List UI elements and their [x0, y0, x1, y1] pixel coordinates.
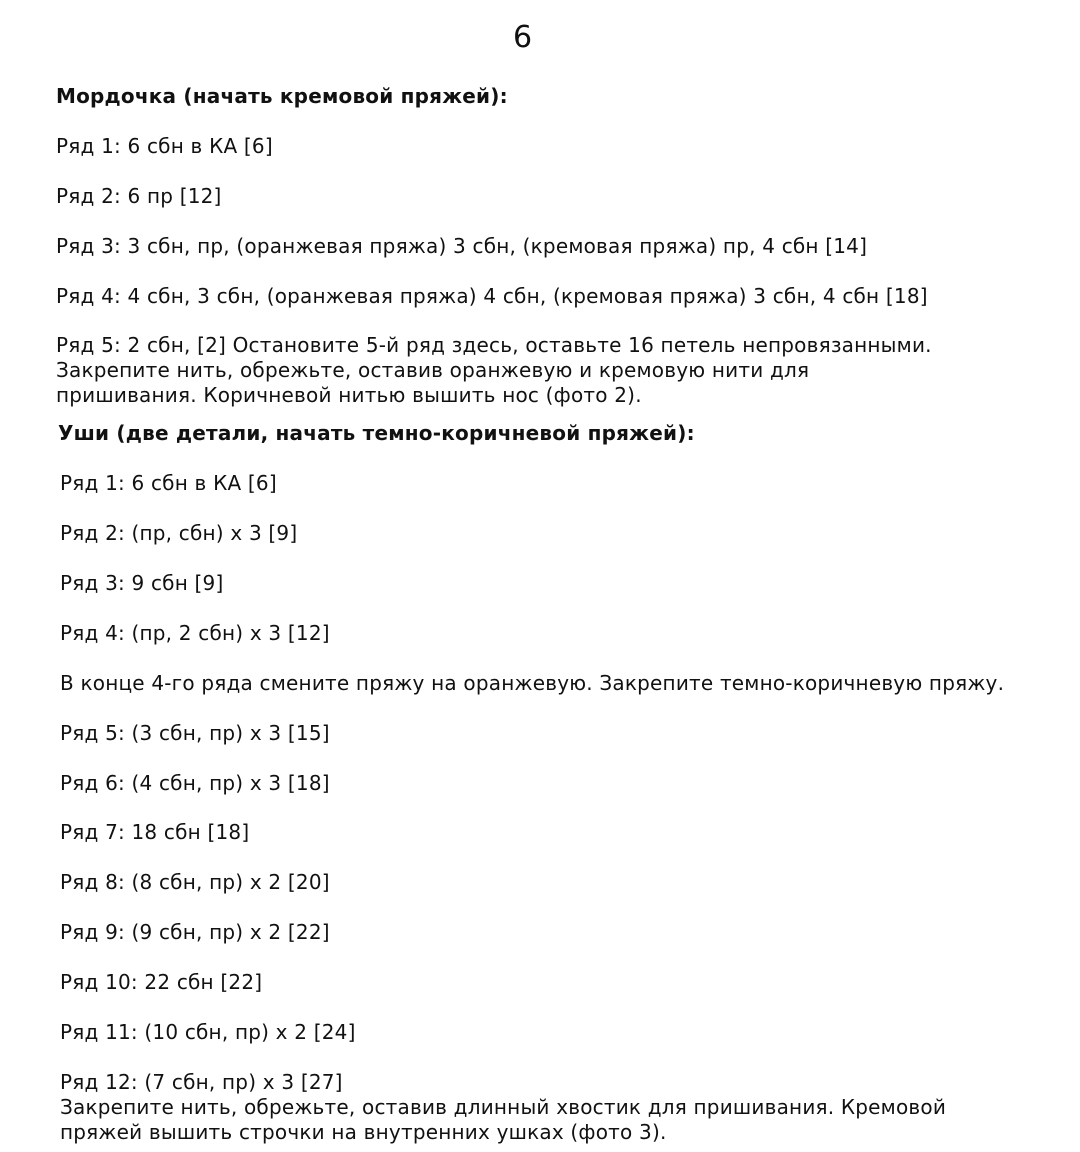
ears-row: Ряд 7: 18 сбн [18]: [60, 820, 250, 844]
ears-row: Ряд 10: 22 сбн [22]: [60, 970, 263, 994]
muzzle-heading: Мордочка (начать кремовой пряжей):: [56, 84, 508, 108]
ears-row: Ряд 5: (3 сбн, пр) х 3 [15]: [60, 721, 330, 745]
ears-row12-line: Ряд 12: (7 сбн, пр) х 3 [27]: [60, 1070, 343, 1094]
ears-row: Ряд 6: (4 сбн, пр) х 3 [18]: [60, 771, 330, 795]
ears-row: Ряд 4: (пр, 2 сбн) х 3 [12]: [60, 621, 330, 645]
muzzle-row: Ряд 4: 4 сбн, 3 сбн, (оранжевая пряжа) 4 сбн, (кремовая пряжа) 3 сбн, 4 сбн [18]: [56, 284, 928, 308]
ears-row12-line: Закрепите нить, обрежьте, оставив длинный хвостик для пришивания. Кремовой: [60, 1095, 947, 1119]
ears-row: Ряд 9: (9 сбн, пр) х 2 [22]: [60, 920, 330, 944]
ears-row: Ряд 3: 9 сбн [9]: [60, 571, 224, 595]
ears-row: Ряд 8: (8 сбн, пр) х 2 [20]: [60, 870, 330, 894]
ears-row12-line: пряжей вышить строчки на внутренних ушках (фото 3).: [60, 1120, 667, 1144]
muzzle-row: Ряд 3: 3 сбн, пр, (оранжевая пряжа) 3 сбн, (кремовая пряжа) пр, 4 сбн [14]: [56, 234, 868, 258]
muzzle-row: Ряд 1: 6 сбн в КА [6]: [56, 134, 273, 158]
ears-row: Ряд 2: (пр, сбн) х 3 [9]: [60, 521, 298, 545]
muzzle-row5-line: Ряд 5: 2 сбн, [2] Остановите 5-й ряд здесь, оставьте 16 петель непровязанными.: [56, 333, 932, 357]
muzzle-row: Ряд 2: 6 пр [12]: [56, 184, 222, 208]
muzzle-row5-line: Закрепите нить, обрежьте, оставив оранжевую и кремовую нити для: [56, 358, 810, 382]
muzzle-row5-line: пришивания. Коричневой нитью вышить нос (фото 2).: [56, 383, 642, 407]
page-number: 6: [512, 20, 533, 55]
ears-row: Ряд 1: 6 сбн в КА [6]: [60, 471, 277, 495]
ears-heading: Уши (две детали, начать темно-коричневой пряжей):: [58, 421, 695, 445]
ears-row: Ряд 11: (10 сбн, пр) х 2 [24]: [60, 1020, 356, 1044]
ears-note: В конце 4-го ряда смените пряжу на оранжевую. Закрепите темно-коричневую пряжу.: [60, 671, 1005, 695]
